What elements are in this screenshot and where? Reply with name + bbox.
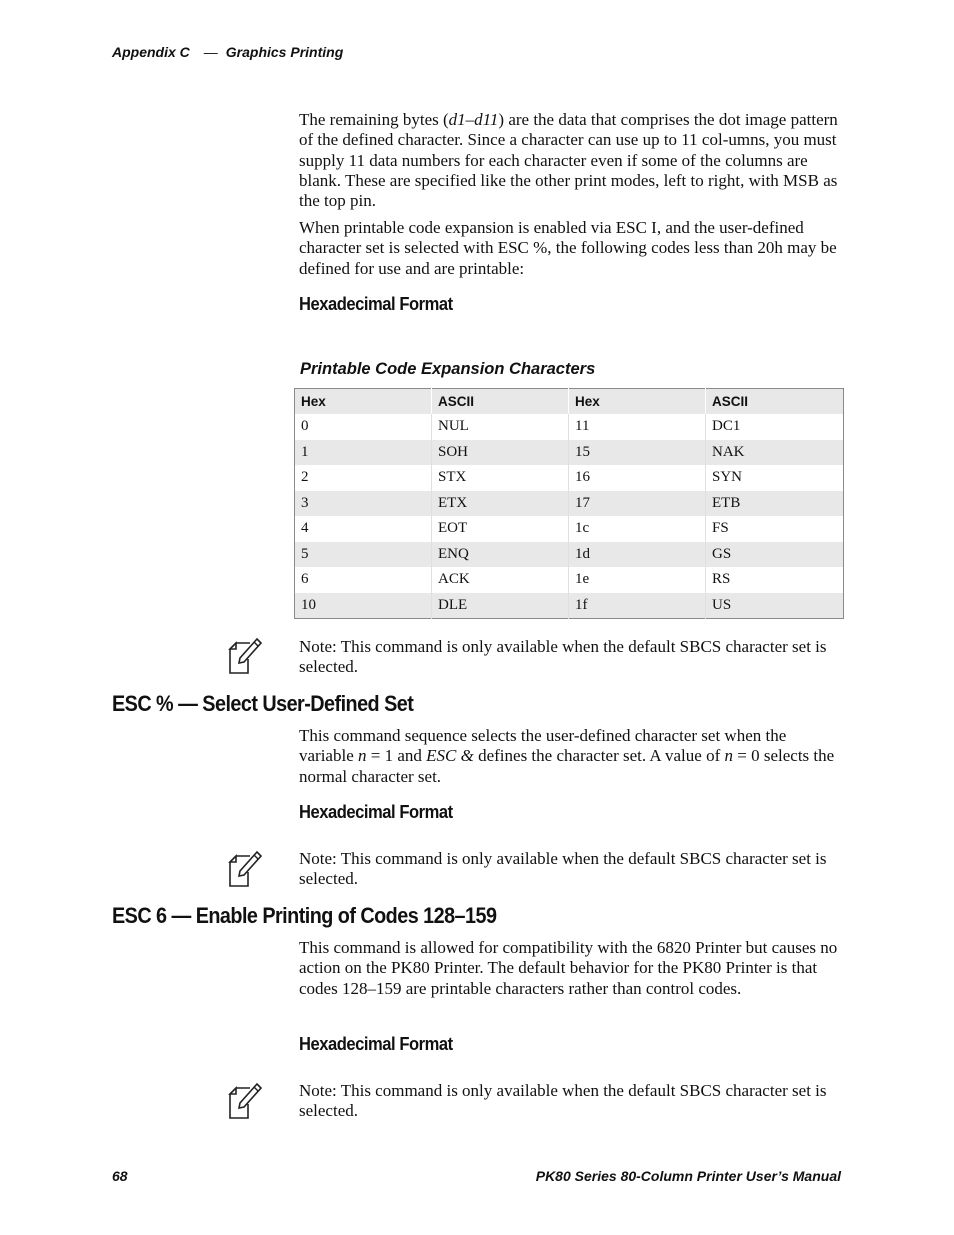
table-cell: 15 [569, 440, 706, 466]
table-cell: 10 [295, 593, 432, 619]
col-header-ascii: ASCII [706, 389, 844, 415]
table-cell: 3 [295, 491, 432, 517]
table-cell: 1d [569, 542, 706, 568]
header-dash: — [203, 44, 218, 60]
intro-paragraph-1: The remaining bytes (d1–d11) are the data that comprises the dot image pattern of the defined character. Since a character can use up to 11 col-umns, you must supply 11 data numbers for each character even if some of the columns are blank. These are specified like the other print modes, left to right, with MSB as the top pin. [299, 110, 838, 211]
table-cell: SYN [706, 465, 844, 491]
table-row [295, 491, 844, 517]
note-text: : This command is only available when the default SBCS character set is selected. [299, 637, 827, 677]
table-cell: 1e [569, 567, 706, 593]
table-cell: 6 [301, 571, 309, 588]
table-cell: 5 [295, 542, 432, 568]
note-text: : This command is only available when the default SBCS character set is selected. [299, 1081, 827, 1121]
running-header [112, 44, 343, 60]
col-header-hex: Hex [295, 389, 432, 415]
table-row [295, 593, 844, 619]
table-row [295, 414, 844, 440]
table-row [295, 465, 844, 491]
table-row [295, 516, 844, 542]
note-pencil-icon [224, 635, 264, 677]
table-cell: STX [432, 465, 569, 491]
col-header-ascii: ASCII [432, 389, 569, 415]
intro-paragraph-2: When printable code expansion is enabled via ESC I, and the user-defined character set is selected with ESC %, the following codes less than 20h may be defined for use and are printable: [299, 218, 837, 278]
table-cell: ETX [432, 491, 569, 517]
table-cell: DLE [432, 593, 569, 619]
table-cell: 0 [301, 418, 309, 435]
note-label: Note [299, 637, 333, 656]
table-cell: 1f [569, 593, 706, 619]
table-cell: 1 [295, 440, 432, 466]
table-row [295, 440, 844, 466]
table-cell: 2 [301, 469, 309, 486]
hex-format-heading-2: Hexadecimal Format [299, 802, 453, 822]
note-label: Note [299, 1081, 333, 1100]
note-pencil-icon [224, 1080, 264, 1122]
page-number: 68 [112, 1168, 128, 1184]
table-cell: RS [706, 567, 844, 593]
table-cell: FS [706, 516, 844, 542]
col-header-hex: Hex [569, 389, 706, 415]
table-cell: ENQ [432, 542, 569, 568]
esc-percent-paragraph: This command sequence selects the user-defined character set when the variable n = 1 and ESC & defines the character set. A value of n = 0 selects the normal character set. [299, 726, 835, 786]
table-cell: 4 [301, 520, 309, 537]
table-cell: 17 [569, 491, 706, 517]
table-cell: 11 [569, 414, 706, 440]
section-title-esc-percent: ESC % — Select User-Defined Set [112, 691, 414, 716]
note-3 [299, 1081, 844, 1122]
table-cell: 16 [569, 465, 706, 491]
table-header-row [295, 389, 844, 415]
header-chapter: Appendix C [112, 44, 190, 60]
code-expansion-table [294, 388, 844, 619]
note-pencil-icon [224, 848, 264, 890]
table-row [295, 542, 844, 568]
table-cell: EOT [432, 516, 569, 542]
note-1 [299, 637, 844, 678]
section-title-esc-6: ESC 6 — Enable Printing of Codes 128–159 [112, 903, 497, 928]
table-cell: NAK [706, 440, 844, 466]
table-caption: Printable Code Expansion Characters [300, 360, 596, 378]
hex-format-heading-3: Hexadecimal Format [299, 1034, 453, 1054]
esc-6-paragraph: This command is allowed for compatibility with the 6820 Printer but causes no action on the PK80 Printer. The default behavior for the PK80 Printer is that codes 128–159 are printable characters rather than control codes. [299, 938, 838, 998]
hex-format-heading-1: Hexadecimal Format [299, 294, 453, 314]
manual-title: PK80 Series 80-Column Printer User’s Manual [535, 1168, 841, 1184]
table-cell: NUL [432, 414, 569, 440]
table-cell: DC1 [706, 414, 844, 440]
note-2 [299, 849, 844, 890]
table-cell: US [706, 593, 844, 619]
table-cell: ETB [706, 491, 844, 517]
header-section: Graphics Printing [225, 44, 344, 60]
note-label: Note [299, 849, 333, 868]
table-cell: ACK [432, 567, 569, 593]
table-cell: 1c [569, 516, 706, 542]
table-cell: SOH [432, 440, 569, 466]
note-text: : This command is only available when the default SBCS character set is selected. [299, 849, 827, 889]
table-cell: GS [706, 542, 844, 568]
table-row [295, 567, 844, 593]
